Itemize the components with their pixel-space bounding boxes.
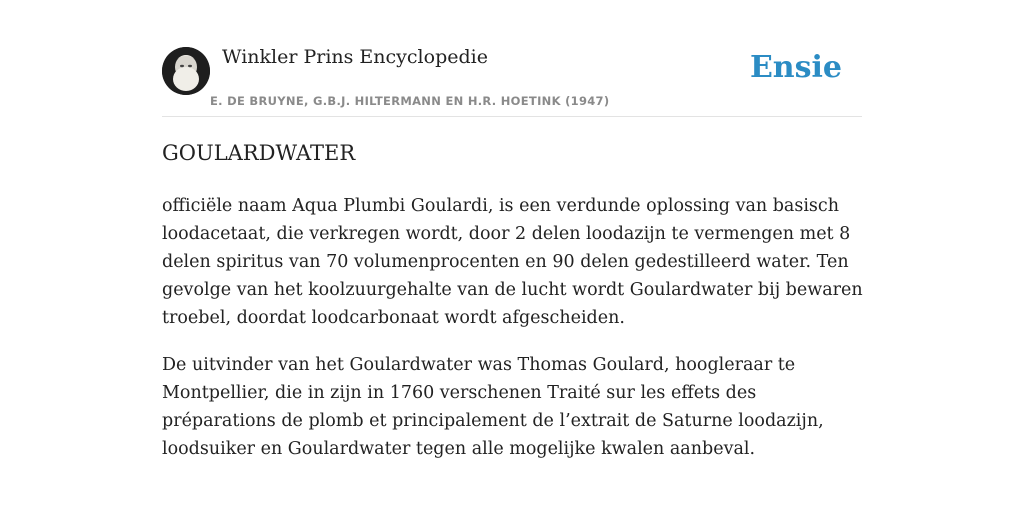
authors-line: E. DE BRUYNE, G.B.J. HILTERMANN EN H.R. HOETINK (1947): [210, 94, 610, 108]
author-avatar: [162, 47, 210, 95]
article-paragraph: officiële naam Aqua Plumbi Goulardi, is een verdunde oplossing van basisch loodacetaat, die verkregen wordt, door 2 delen loodazijn te vermengen met 8 delen spiritus van 70 volumenprocenten en 90 delen gedestilleerd water. Ten gevolge van het koolzuurgehalte van de lucht wordt Goulardwater bij bewaren troebel, doordat loodcarbonaat wordt afgescheiden.: [162, 196, 863, 328]
article-paragraph: De uitvinder van het Goulardwater was Thomas Goulard, hoogleraar te Montpellier, die in zijn in 1760 verschenen Traité sur les effets des préparations de plomb et principalement de l’extrait de Saturne loodazijn, loodsuiker en Goulardwater tegen alle mogelijke kwalen aanbeval.: [162, 355, 824, 459]
site-title[interactable]: Winkler Prins Encyclopedie: [222, 46, 488, 68]
article-body: [162, 192, 866, 482]
article-title: GOULARDWATER: [162, 141, 356, 165]
site-header: [162, 40, 862, 117]
brand-logo[interactable]: Ensie: [749, 50, 842, 85]
